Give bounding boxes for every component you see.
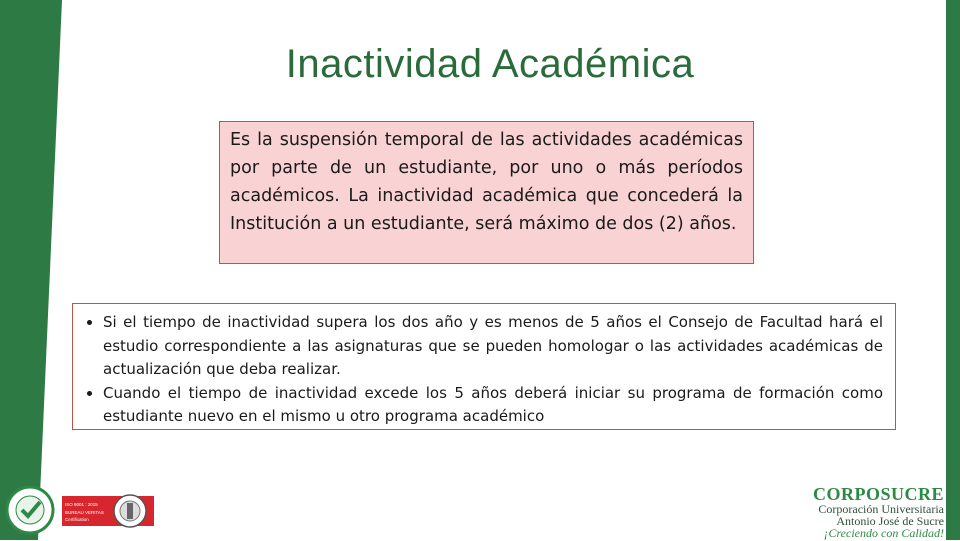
logo-line-1: Corporación Universitaria — [818, 502, 944, 516]
corposucre-logo — [812, 485, 944, 540]
rule-item: • Cuando el tiempo de inactividad excede los 5 años deberá iniciar su programa de formación como estudiante nuevo en el mismo u otro programa académico — [103, 382, 883, 429]
page-title: Inactividad Académica — [285, 42, 695, 86]
logo-slogan: ¡Creciendo con Calidad! — [823, 526, 944, 540]
svg-text:BUREAU VERITAS: BUREAU VERITAS — [65, 510, 104, 515]
certification-logo — [6, 484, 156, 536]
certification-badges — [6, 484, 156, 536]
logo-line-2: Antonio José de Sucre — [836, 514, 944, 528]
right-accent-stripe — [946, 0, 960, 540]
definition-box: Es la suspensión temporal de las actividades académicas por parte de un estudiante, por uno o más períodos académicos. La inactividad académica que concederá la Institución a un estudiante, será máximo de dos (2) años. — [219, 121, 754, 264]
rules-box — [72, 303, 896, 430]
logo-name: CORPOSUCRE — [812, 484, 944, 504]
rules-list — [83, 311, 883, 429]
svg-text:ISO 9001 : 2015: ISO 9001 : 2015 — [65, 502, 98, 507]
seal-icon — [127, 503, 133, 519]
rule-item: • Si el tiempo de inactividad supera los dos año y es menos de 5 años el Consejo de Facultad hará el estudio correspondiente a las asignaturas que se pueden homologar o las actividades académicas de actualización que deba realizar. — [103, 311, 883, 382]
svg-text:Certification: Certification — [65, 517, 89, 522]
